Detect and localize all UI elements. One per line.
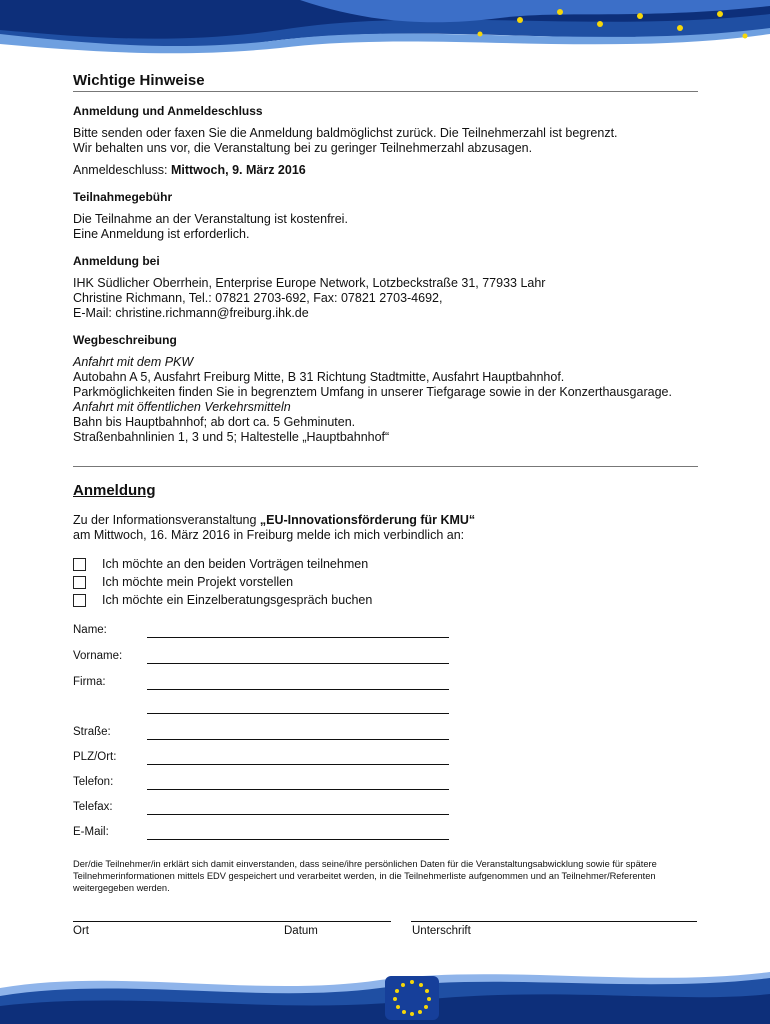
eu-flag-emblem	[385, 976, 439, 1020]
section-title-notes: Wichtige Hinweise	[73, 72, 205, 89]
signature-unterschrift-label: Unterschrift	[412, 925, 471, 937]
field-firma-2	[73, 700, 453, 720]
registration-title: Anmeldung	[73, 482, 156, 499]
contact-line-3: E-Mail: christine.richmann@freiburg.ihk.de	[73, 306, 309, 320]
field-name-input[interactable]	[147, 637, 449, 638]
field-vorname-input[interactable]	[147, 663, 449, 664]
section-divider	[73, 466, 698, 467]
directions-car-line-2: Parkmöglichkeiten finden Sie in begrenztem Umfang in unserer Tiefgarage sowie in der Konzerthausgarage.	[73, 385, 672, 399]
directions-car-line-1: Autobahn A 5, Ausfahrt Freiburg Mitte, B 31 Richtung Stadtmitte, Ausfahrt Hauptbahnhof.	[73, 370, 565, 384]
directions-transit-heading: Anfahrt mit öffentlichen Verkehrsmitteln	[73, 400, 291, 414]
anmeldeschluss-line-1: Bitte senden oder faxen Sie die Anmeldung baldmöglichst zurück. Die Teilnehmerzahl ist begrenzt.	[73, 126, 618, 140]
field-plz-ort	[73, 751, 453, 771]
intro-prefix: Zu der Informationsveranstaltung	[73, 513, 260, 527]
field-strasse-input[interactable]	[147, 739, 449, 740]
field-telefon-label: Telefon:	[73, 776, 114, 788]
field-email-input[interactable]	[147, 839, 449, 840]
field-telefax-input[interactable]	[147, 814, 449, 815]
field-firma-label: Firma:	[73, 676, 106, 688]
field-telefon-input[interactable]	[147, 789, 449, 790]
option-project[interactable]	[73, 573, 698, 591]
checkbox-lectures[interactable]	[73, 558, 86, 571]
anmeldeschluss-line-2: Wir behalten uns vor, die Veranstaltung bei zu geringer Teilnehmerzahl abzusagen.	[73, 141, 533, 155]
option-consultation[interactable]	[73, 591, 698, 609]
field-email-label: E-Mail:	[73, 826, 109, 838]
directions-transit-line-1: Bahn bis Hauptbahnhof; ab dort ca. 5 Gehminuten.	[73, 415, 356, 429]
field-strasse-label: Straße:	[73, 726, 111, 738]
event-name: „EU-Innovationsförderung für KMU“	[259, 513, 476, 527]
heading-anmeldeschluss: Anmeldung und Anmeldeschluss	[73, 104, 263, 118]
signature-ort-label: Ort	[73, 925, 89, 937]
heading-fee: Teilnahmegebühr	[73, 190, 173, 204]
signature-line-place-date[interactable]	[73, 921, 391, 922]
registration-intro-line-1	[73, 513, 698, 528]
eu-banner-top	[0, 0, 770, 62]
checkbox-consultation[interactable]	[73, 594, 86, 607]
registration-intro-line-2: am Mittwoch, 16. März 2016 in Freiburg melde ich mich verbindlich an:	[73, 528, 465, 542]
field-plz-ort-label: PLZ/Ort:	[73, 751, 117, 763]
field-vorname-label: Vorname:	[73, 650, 123, 662]
field-vorname	[73, 650, 453, 670]
field-email	[73, 826, 453, 846]
important-notes-section	[73, 72, 698, 445]
field-firma-input[interactable]	[147, 689, 449, 690]
heading-directions: Wegbeschreibung	[73, 333, 177, 347]
contact-line-2: Christine Richmann, Tel.: 07821 2703-692, Fax: 07821 2703-4692,	[73, 291, 443, 305]
field-telefon	[73, 776, 453, 796]
fee-line-1: Die Teilnahme an der Veranstaltung ist kostenfrei.	[73, 212, 348, 226]
consent-note: Der/die Teilnehmer/in erklärt sich damit einverstanden, dass seine/ihre persönlichen Daten für die Veranstaltungsabwicklung sowie für spätere Teilnehmerinformationen mittels EDV gespeichert und verarbeitet werden, in die Teilnehmerliste aufgenommen und an Teilnehmer/Referenten weitergegeben werden.	[73, 859, 657, 893]
field-telefax-label: Telefax:	[73, 801, 113, 813]
deadline-label: Anmeldeschluss:	[73, 163, 171, 177]
field-name	[73, 624, 453, 644]
option-consultation-label: Ich möchte ein Einzelberatungsgespräch buchen	[102, 593, 373, 607]
checkbox-project[interactable]	[73, 576, 86, 589]
option-project-label: Ich möchte mein Projekt vorstellen	[102, 575, 294, 589]
deadline-line	[73, 163, 698, 178]
field-name-label: Name:	[73, 624, 107, 636]
field-strasse	[73, 726, 453, 746]
eu-banner-bottom	[0, 960, 770, 1024]
option-lectures[interactable]	[73, 555, 698, 573]
field-firma	[73, 676, 453, 696]
signature-datum-label: Datum	[284, 925, 318, 937]
signature-line-signature[interactable]	[411, 921, 697, 922]
heading-contact: Anmeldung bei	[73, 254, 160, 268]
option-lectures-label: Ich möchte an den beiden Vorträgen teilnehmen	[102, 557, 369, 571]
fee-line-2: Eine Anmeldung ist erforderlich.	[73, 227, 250, 241]
title-rule	[73, 91, 698, 92]
deadline-value: Mittwoch, 9. März 2016	[170, 163, 306, 177]
field-telefax	[73, 801, 453, 821]
contact-line-1: IHK Südlicher Oberrhein, Enterprise Europe Network, Lotzbeckstraße 31, 77933 Lahr	[73, 276, 546, 290]
directions-car-heading: Anfahrt mit dem PKW	[73, 355, 194, 369]
field-plz-ort-input[interactable]	[147, 764, 449, 765]
field-firma-2-input[interactable]	[147, 713, 449, 714]
registration-section	[73, 482, 698, 609]
directions-transit-line-2: Straßenbahnlinien 1, 3 und 5; Haltestelle „Hauptbahnhof“	[73, 430, 390, 444]
